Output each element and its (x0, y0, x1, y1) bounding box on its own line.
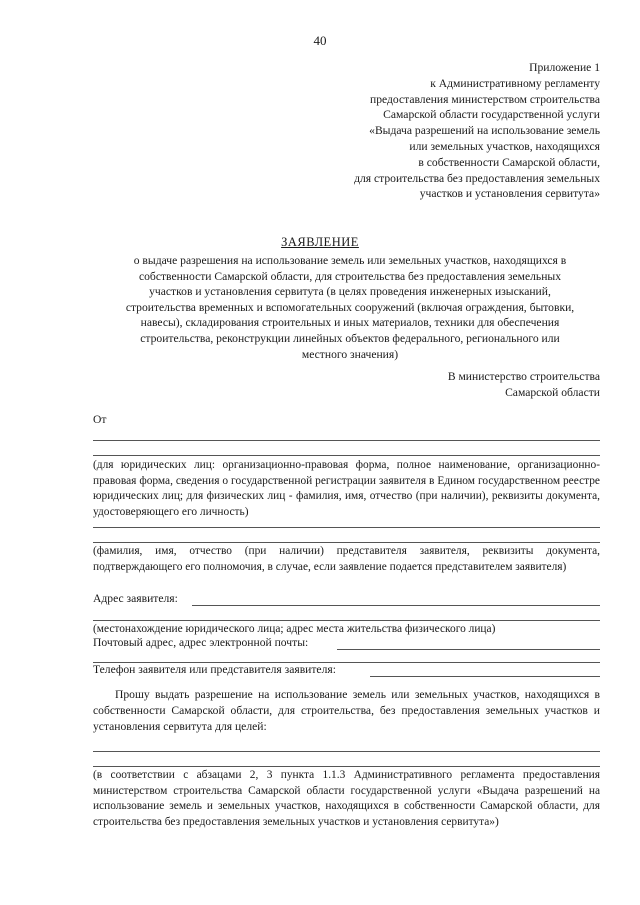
subject-line: строительства временных и вспомогательных сооружений (включая ограждения, бытовки, (125, 300, 575, 314)
subject-line: строительства, реконструкции линейных объектов федерального, регионального или (140, 331, 560, 345)
appendix-line: или земельных участков, находящихся (409, 139, 600, 153)
representative-field-line[interactable] (93, 527, 600, 528)
addressee (340, 369, 600, 400)
phone-field-line[interactable] (370, 676, 600, 677)
subject-line: местного значения) (301, 347, 399, 361)
appendix-line: для строительства без предоставления земельных (354, 171, 600, 185)
appendix-line: к Административному регламенту (430, 76, 600, 90)
phone-label: Телефон заявителя или представителя заявителя: (93, 663, 336, 676)
applicant-note: (для юридических лиц: организационно-правовая форма, полное наименование, организационно-правовая форма, сведения о государственной регистрации заявителя в Едином государственном реестре юридических лиц; для физических лиц - фамилия, имя, отчество (при наличии), реквизиты документа, удостоверяющего его личность) (93, 459, 600, 518)
purpose-field-line[interactable] (93, 751, 600, 752)
subject-line: навесы), складирования строительных и иных материалов, техники для обеспечения (140, 316, 560, 330)
request-text: Прошу выдать разрешение на использование земель или земельных участков, находящихся в собственности Самарской области, для строительства, без предоставления земельных участков и установления сервитута для целей: (93, 688, 600, 733)
appendix-line: Самарской области государственной услуги (383, 108, 600, 122)
from-label: От (93, 413, 107, 426)
location-note: (местонахождение юридического лица; адрес места жительства физического лица) (93, 623, 496, 635)
statement-title-text: ЗАЯВЛЕНИЕ (281, 235, 359, 249)
appendix-line: Приложение 1 (529, 61, 600, 74)
address-label: Адрес заявителя: (93, 592, 178, 605)
address-field-line[interactable] (192, 605, 600, 606)
postal-field-line[interactable] (337, 649, 600, 650)
subject-line: участков и установления сервитута (в целях проведения инженерных изысканий, (149, 285, 551, 299)
basis-note: (в соответствии с абзацами 2, 3 пункта 1.1.3 Административного регламента предоставления министерством строительства Самарской области государственной услуги «Выдача разрешений на использование земель и земельных участков, находящихся в собственности Самарской области, для строительства без предоставления земельных участков и установления сервитута») (93, 769, 600, 828)
subject-line: собственности Самарской области, для строительства без предоставления земельных (138, 269, 562, 283)
applicant-field-line[interactable] (93, 455, 600, 456)
addressee-line: Самарской области (505, 385, 600, 399)
representative-field-line[interactable] (93, 542, 600, 543)
appendix-header (300, 60, 600, 202)
postal-label: Почтовый адрес, адрес электронной почты: (93, 636, 309, 649)
appendix-line: в собственности Самарской области, (418, 155, 600, 169)
statement-subject (90, 253, 610, 362)
applicant-field-line[interactable] (93, 440, 600, 441)
addressee-line: В министерство строительства (447, 370, 600, 383)
address-field-line[interactable] (93, 620, 600, 621)
statement-title (0, 235, 640, 250)
page-number: 40 (313, 33, 327, 48)
purpose-field-line[interactable] (93, 766, 600, 767)
subject-line: о выдаче разрешения на использование земель или земельных участков, находящихся в (133, 254, 567, 267)
representative-note: (фамилия, имя, отчество (при наличии) представителя заявителя, реквизиты документа, подтверждающего его полномочия, в случае, если заявление подается представителем заявителя) (93, 545, 600, 573)
appendix-line: участков и установления сервитута» (419, 187, 600, 201)
request-paragraph (93, 687, 600, 734)
appendix-line: «Выдача разрешений на использование земель (369, 124, 600, 138)
appendix-line: предоставления министерством строительства (369, 92, 600, 106)
